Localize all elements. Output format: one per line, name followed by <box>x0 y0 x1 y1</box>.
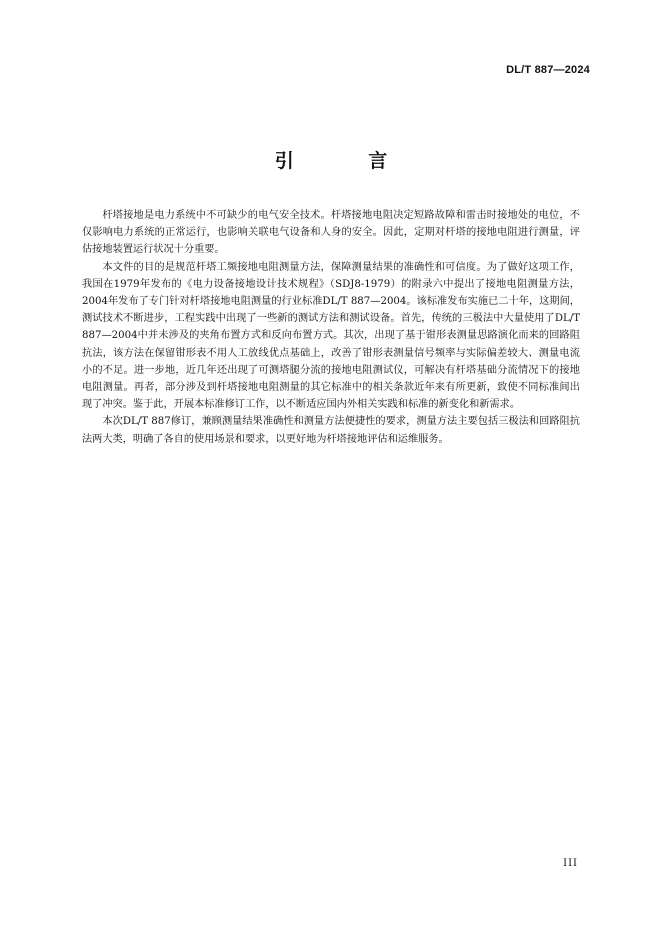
introduction-body <box>82 207 580 448</box>
paragraph-1: 杆塔接地是电力系统中不可缺少的电气安全技术。杆塔接地电阻决定短路故障和雷击时接地处的电位，不仅影响电力系统的正常运行，也影响关联电气设备和人身的安全。因此，定期对杆塔的接地电阻进行测量，评估接地装置运行状况十分重要。 <box>82 210 580 256</box>
page-title: 引 言 <box>274 150 422 172</box>
paragraph-3: 本次DL/T 887修订，兼顾测量结果准确性和测量方法便捷性的要求，测量方法主要包括三极法和回路阻抗法两大类，明确了各自的使用场景和要求，以更好地为杆塔接地评估和运维服务。 <box>82 416 580 445</box>
paragraph-2: 本文件的目的是规范杆塔工频接地电阻测量方法，保障测量结果的准确性和可信度。为了做好这项工作，我国在1979年发布的《电力设备接地设计技术规程》（SDJ8-1979）的附录六中提出了接地电阻测量方法，2004年发布了专门针对杆塔接地电阻测量的行业标准DL/T 887—2004。该标准发布实施已二十年，这期间，测试技术不断进步，工程实践中出现了一些新的测试方法和测试设备。首先，传统的三极法中大量使用了DL/T 887—2004中并未涉及的夹角布置方式和反向布置方式。其次，出现了基于钳形表测量思路演化而来的回路阻抗法，该方法在保留钳形表不用人工放线优点基础上，改善了钳形表测量信号频率与实际偏差较大、测量电流小的不足。进一步地，近几年还出现了可测塔腿分流的接地电阻测试仪，可解决有杆塔基础分流情况下的接地电阻测量。再者，部分涉及到杆塔接地电阻测量的其它标准中的相关条款近年来有所更新，致使不同标准间出现了冲突。鉴于此，开展本标准修订工作，以不断适应国内外相关实践和标准的新变化和新需求。 <box>82 261 580 411</box>
standard-code: DL/T 887—2024 <box>506 64 590 76</box>
page-number: III <box>563 858 578 869</box>
